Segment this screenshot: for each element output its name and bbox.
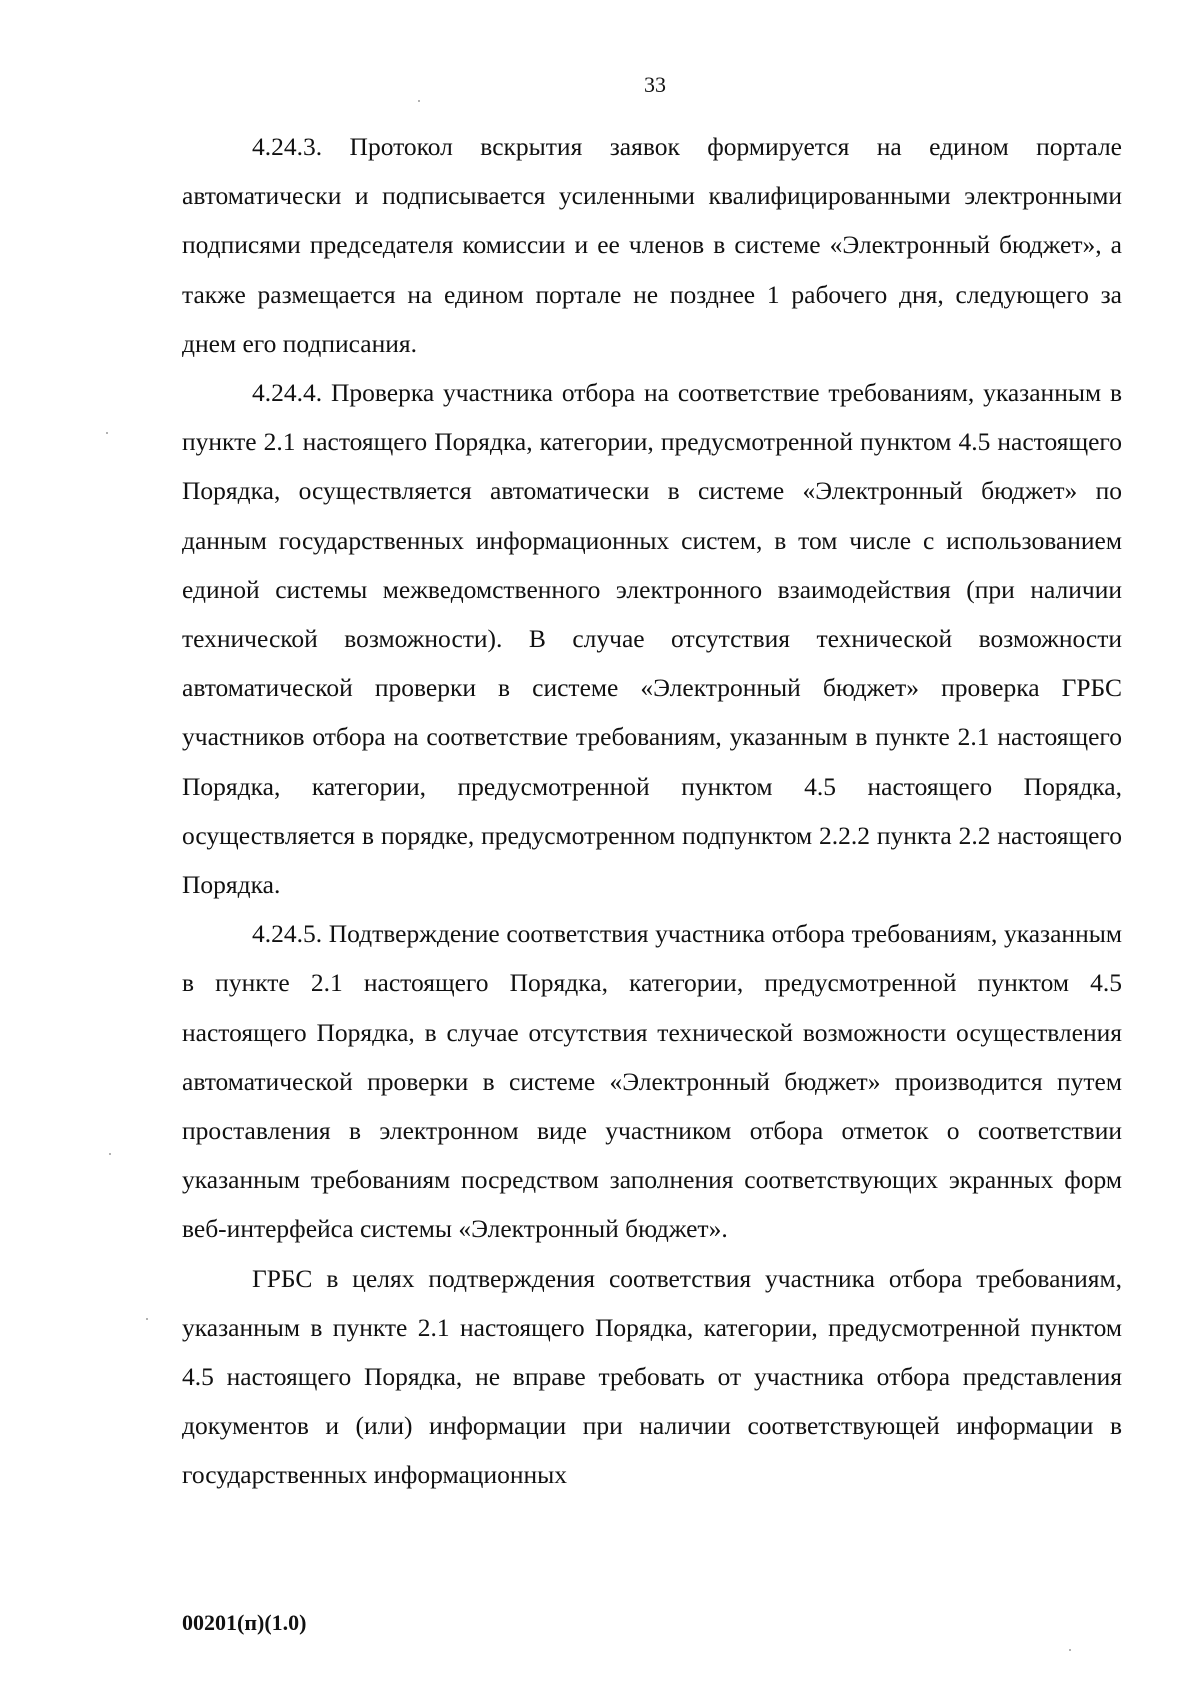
scan-speck xyxy=(1069,1649,1071,1651)
paragraph-grbs: ГРБС в целях подтверждения соответствия участника отбора требованиям, указанным в пункте 2.1 настоящего Порядка, категории, предусмотренной пунктом 4.5 настоящего Порядка, не вправе требовать от участника отбора представления документов и (или) информации при наличии соответствующей информации в государственных информационных xyxy=(182,1263,1122,1490)
scan-speck xyxy=(106,432,108,434)
scan-speck xyxy=(146,1318,148,1320)
paragraph-4-24-3: 4.24.3. Протокол вскрытия заявок формируется на едином портале автоматически и подписывается усиленными квалифицированными электронными подписями председателя комиссии и ее членов в системе «Электронный бюджет», а также размещается на едином портале не позднее 1 рабочего дня, следующего за днем его подписания. xyxy=(182,132,1122,358)
document-body xyxy=(182,122,1122,1500)
paragraph-4-24-4: 4.24.4. Проверка участника отбора на соответствие требованиям, указанным в пункте 2.1 настоящего Порядка, категории, предусмотренной пунктом 4.5 настоящего Порядка, осуществляется автоматически в системе «Электронный бюджет» по данным государственных информационных систем, в том числе с использованием единой системы межведомственного электронного взаимодействия (при наличии технической возможности). В случае отсутствия технической возможности автоматической проверки в системе «Электронный бюджет» проверка ГРБС участников отбора на соответствие требованиям, указанным в пункте 2.1 настоящего Порядка, категории, предусмотренной пунктом 4.5 настоящего Порядка, осуществляется в порядке, предусмотренном подпунктом 2.2.2 пункта 2.2 настоящего Порядка. xyxy=(182,378,1122,900)
scan-speck xyxy=(109,1153,111,1155)
scan-speck xyxy=(418,100,420,102)
page-number: 33 xyxy=(644,72,666,97)
document-code: 00201(п)(1.0) xyxy=(182,1610,307,1635)
paragraph-4-24-5: 4.24.5. Подтверждение соответствия участника отбора требованиям, указанным в пункте 2.1 настоящего Порядка, категории, предусмотренной пунктом 4.5 настоящего Порядка, в случае отсутствия технической возможности осуществления автоматической проверки в системе «Электронный бюджет» производится путем проставления в электронном виде участником отбора отметок о соответствии указанным требованиям посредством заполнения соответствующих экранных форм веб-интерфейса системы «Электронный бюджет». xyxy=(182,919,1122,1244)
